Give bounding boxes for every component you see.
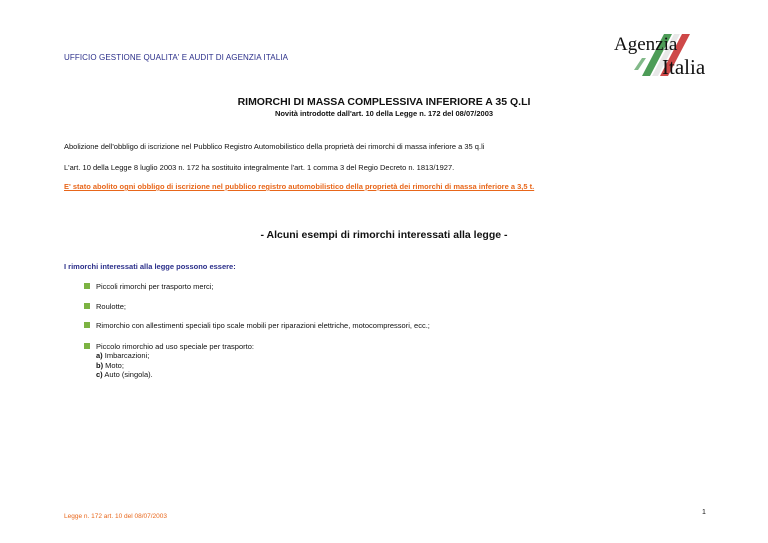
sub-item-cars (96, 370, 430, 380)
green-square-bullet-icon (84, 303, 90, 309)
trailer-examples-list (84, 282, 430, 380)
green-square-bullet-icon (84, 322, 90, 328)
page-number: 1 (702, 509, 706, 516)
paragraph-law-reference: L'art. 10 della Legge 8 luglio 2003 n. 172 ha sostituito integralmente l'art. 1 comma 3 del Regio Decreto n. 1813/1927. (64, 163, 455, 172)
agenzia-italia-logo-icon (612, 30, 716, 80)
list-item (84, 342, 430, 380)
list-item (84, 302, 430, 312)
list-item-text: Roulotte; (96, 301, 127, 311)
page-title: RIMORCHI DI MASSA COMPLESSIVA INFERIORE A 35 Q.LI (237, 96, 531, 108)
list-item-text: Piccolo rimorchio ad uso speciale per trasporto: (96, 341, 254, 351)
sub-item-motorbikes (96, 361, 430, 371)
list-item (84, 321, 430, 331)
sub-item-boats (96, 351, 430, 361)
green-square-bullet-icon (84, 283, 90, 289)
sub-item-key: c) (96, 370, 103, 379)
paragraph-abolition: Abolizione dell'obbligo di iscrizione nel Pubblico Registro Automobilistico della proprietà dei rimorchi di massa inferiore a 35 q.li (64, 142, 485, 151)
sub-item-key: a) (96, 351, 103, 360)
page-subtitle: Novità introdotte dall'art. 10 della Legge n. 172 del 08/07/2003 (274, 109, 494, 118)
sub-item-key: b) (96, 360, 104, 370)
list-item-text: Piccoli rimorchi per trasporto merci; (96, 282, 214, 291)
agenzia-italia-logo (612, 30, 716, 80)
list-intro: I rimorchi interessati alla legge possono essere: (64, 262, 236, 271)
header-office-name: UFFICIO GESTIONE QUALITA' E AUDIT DI AGENZIA ITALIA (64, 53, 289, 62)
footer-law-reference: Legge n. 172 art. 10 del 08/07/2003 (64, 513, 168, 520)
list-item (84, 282, 430, 292)
sub-item-text: Imbarcazioni; (102, 351, 150, 360)
sub-item-text: Moto; (103, 360, 124, 370)
sub-item-text: Auto (singola). (102, 370, 153, 379)
green-square-bullet-icon (84, 343, 90, 349)
logo-text-agenzia: Agenzia (614, 34, 678, 55)
logo-text-italia: Italia (662, 55, 706, 79)
list-item-text: Rimorchio con allestimenti speciali tipo scale mobili per riparazioni elettriche, motocompressori, ecc.; (96, 321, 430, 330)
paragraph-highlight: E' stato abolito ogni obbligo di iscrizione nel pubblico registro automobilistico della proprietà dei rimorchi di massa inferiore a 3,5 t. (64, 182, 535, 191)
section-heading: - Alcuni esempi di rimorchi interessati alla legge - (260, 229, 508, 241)
